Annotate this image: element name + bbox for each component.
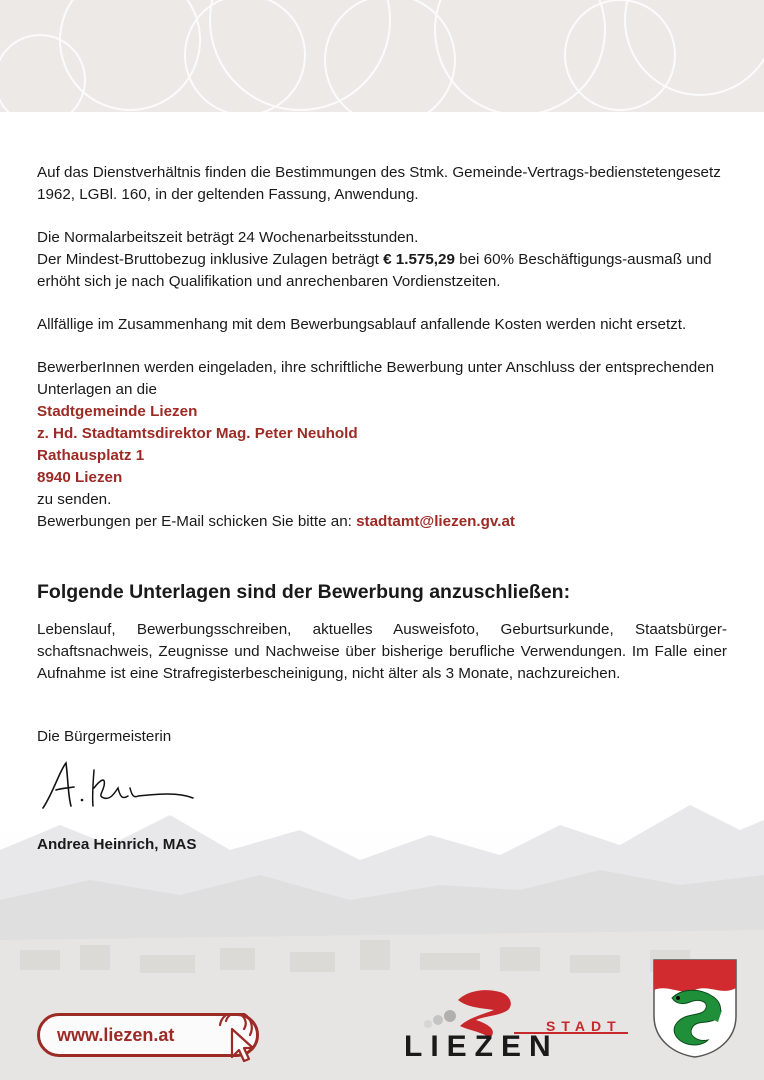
mayor-name: Andrea Heinrich, MAS — [37, 836, 197, 853]
handwritten-signature — [38, 758, 198, 818]
decor-circles — [0, 0, 764, 112]
website-url[interactable]: www.liezen.at — [57, 1025, 175, 1045]
cursor-click-icon — [212, 1013, 264, 1067]
salary-text-post: bei 60% Beschäftigungs-ausmaß und erhöht sich je nach Qualifikation und anrechenbaren Vordienstzeiten. — [37, 251, 712, 290]
email-link[interactable]: stadtamt@liezen.gv.at — [356, 513, 515, 530]
documents-heading: Folgende Unterlagen sind der Bewerbung anzuschließen: — [37, 581, 571, 603]
salary-amount: € 1.575,29 — [383, 251, 455, 268]
letter-body — [37, 162, 737, 533]
paragraph-working-time — [37, 227, 737, 293]
send-text: zu senden. — [37, 491, 112, 508]
logo-stadt-text: STADT — [546, 1018, 622, 1034]
paragraph-legal-basis: Auf das Dienstverhältnis finden die Bestimmungen des Stmk. Gemeinde-Vertrags-bedienstetengesetz 1962, LGBl. 160, in der geltenden Fassung, Anwendung. — [37, 164, 721, 203]
address-line-1: Stadtgemeinde Liezen — [37, 403, 198, 420]
coat-of-arms — [652, 958, 738, 1058]
header-decor-band — [0, 0, 764, 112]
documents-list-text: Lebenslauf, Bewerbungsschreiben, aktuelles Ausweisfoto, Geburtsurkunde, Staatsbürger-schaftsnachweis, Zeugnisse und Nachweise über bisherige berufliche Verwendungen. Im Falle einer Aufnahme ist eine Strafregisterbescheinigung, nicht älter als 3 Monate, nachzureichen. — [37, 621, 727, 682]
address-line-4: 8940 Liezen — [37, 469, 123, 486]
salary-text-pre: Der Mindest-Bruttobezug inklusive Zulagen beträgt — [37, 251, 384, 268]
working-hours-text: Die Normalarbeitszeit beträgt 24 Wochenarbeitsstunden. — [37, 229, 419, 246]
paragraph-costs: Allfällige im Zusammenhang mit dem Bewerbungsablauf anfallende Kosten werden nicht ersetzt. — [37, 316, 687, 333]
mayor-title: Die Bürgermeisterin — [37, 728, 172, 745]
address-line-2: z. Hd. Stadtamtsdirektor Mag. Peter Neuhold — [37, 425, 358, 442]
stadt-liezen-logo — [402, 982, 632, 1058]
paragraph-invitation: BewerberInnen werden eingeladen, ihre schriftliche Bewerbung unter Anschluss der entsprechenden Unterlagen an die — [37, 359, 715, 398]
logo-liezen-text: LIEZEN — [404, 1030, 559, 1058]
email-line — [37, 511, 737, 533]
address-line-3: Rathausplatz 1 — [37, 447, 145, 464]
email-prompt: Bewerbungen per E-Mail schicken Sie bitte an: — [37, 513, 357, 530]
